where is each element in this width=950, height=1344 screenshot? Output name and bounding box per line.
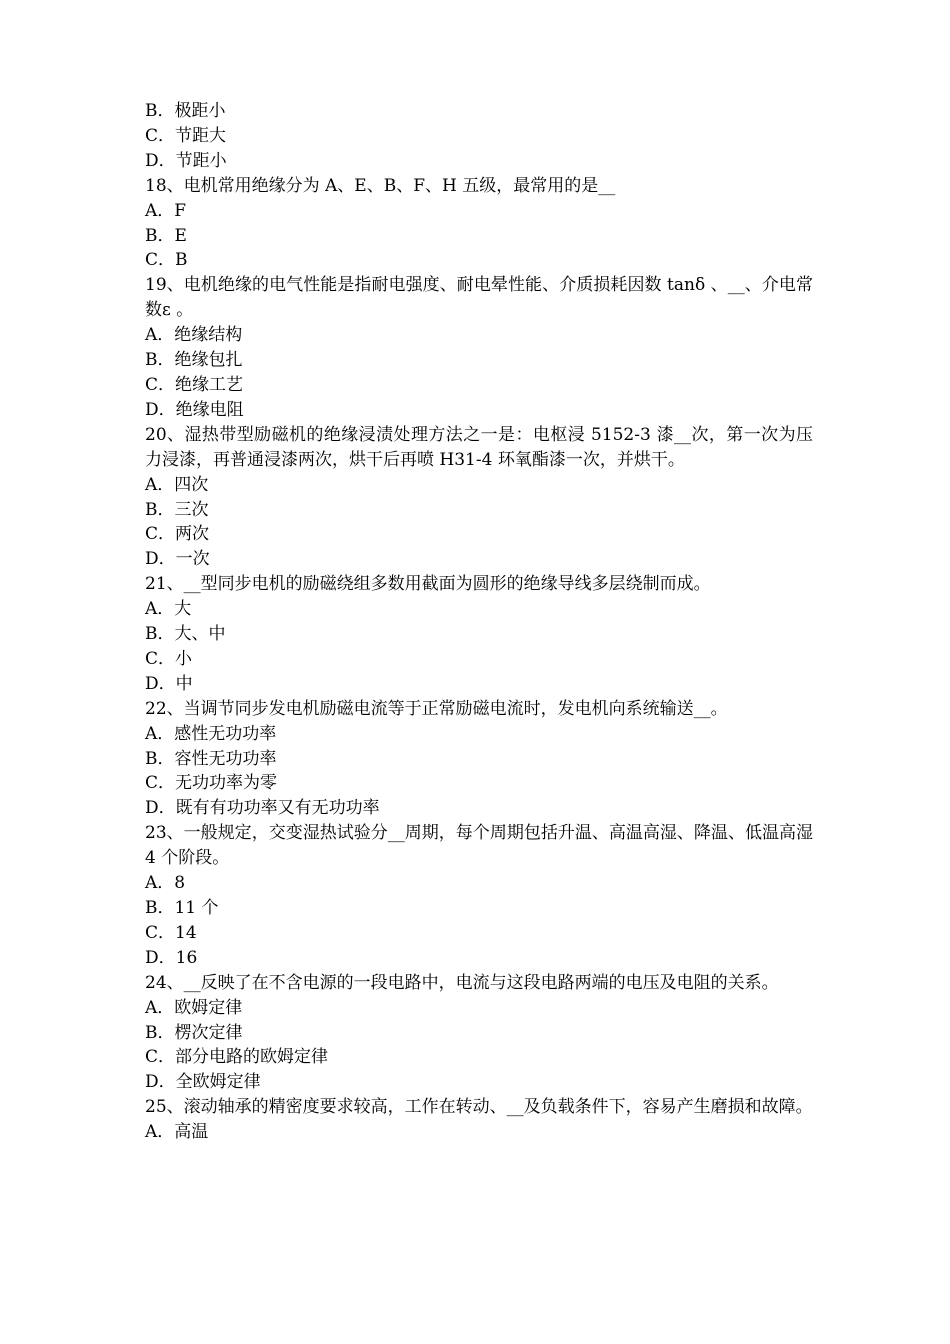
question-20: [145, 423, 813, 572]
question-25: [145, 1095, 813, 1145]
option-line: D．16: [145, 947, 198, 968]
option-line: D．绝缘电阻: [145, 399, 244, 420]
question-19: [145, 273, 813, 422]
question-stem: 25、滚动轴承的精密度要求较高，工作在转动、__及负载条件下，容易产生磨损和故障。: [145, 1097, 813, 1118]
option-line: D．全欧姆定律: [145, 1072, 261, 1093]
question-stem: 21、__型同步电机的励磁绕组多数用截面为圆形的绝缘导线多层绕制而成。: [145, 574, 711, 595]
option-line: C．B: [145, 250, 188, 271]
option-line: C．小: [145, 648, 193, 669]
option-line: A．高温: [145, 1122, 209, 1143]
question-stem: 23、一般规定，交变湿热试验分__周期，每个周期包括升温、高温高湿、降温、低温高湿 4 个阶段。: [145, 823, 813, 869]
question-stem: 24、__反映了在不含电源的一段电路中，电流与这段电路两端的电压及电阻的关系。: [145, 972, 779, 993]
option-line: B．大、中: [145, 624, 226, 645]
option-line: C．14: [145, 922, 197, 943]
question-23: [145, 821, 813, 970]
option-line: C．节距大: [145, 125, 227, 146]
option-line: C．部分电路的欧姆定律: [145, 1047, 329, 1068]
option-line: A．感性无功功率: [145, 723, 277, 744]
question-stem: 18、电机常用绝缘分为 A、E、B、F、H 五级，最常用的是__: [145, 175, 616, 196]
option-line: A．大: [145, 599, 192, 620]
option-line: A．绝缘结构: [145, 325, 243, 346]
option-line: B．极距小: [145, 101, 226, 121]
option-line: D．中: [145, 673, 193, 694]
question-stem: 20、湿热带型励磁机的绝缘浸渍处理方法之一是：电枢浸 5152-3 漆__次，第一次为压力浸漆，再普通浸漆两次，烘干后再喷 H31-4 环氧酯漆一次，并烘干。: [145, 424, 813, 470]
question-24: [145, 971, 813, 1096]
option-line: A．8: [145, 873, 186, 894]
option-line: B．E: [145, 225, 187, 246]
option-line: C．两次: [145, 524, 210, 545]
option-line: A．四次: [145, 474, 209, 495]
leading-options: [145, 99, 813, 174]
option-line: D．节距小: [145, 150, 227, 171]
option-line: A．F: [145, 200, 187, 221]
option-line: B．容性无功功率: [145, 748, 277, 769]
option-line: B．楞次定律: [145, 1022, 243, 1043]
option-line: D．一次: [145, 549, 210, 570]
option-line: B．三次: [145, 499, 209, 520]
question-18: [145, 174, 813, 274]
question-stem: 22、当调节同步发电机励磁电流等于正常励磁电流时，发电机向系统输送__。: [145, 698, 728, 719]
option-line: B．绝缘包扎: [145, 350, 243, 371]
question-21: [145, 572, 813, 697]
option-line: C．绝缘工艺: [145, 374, 244, 395]
question-stem: 19、电机绝缘的电气性能是指耐电强度、耐电晕性能、介质损耗因数 tanδ 、__、介电常数ε 。: [145, 275, 813, 321]
document-page: [145, 99, 813, 1145]
option-line: B．11 个: [145, 898, 219, 918]
option-line: A．欧姆定律: [145, 997, 243, 1018]
option-line: D．既有有功功率又有无功功率: [145, 798, 380, 819]
question-22: [145, 697, 813, 822]
option-line: C．无功功率为零: [145, 773, 278, 794]
